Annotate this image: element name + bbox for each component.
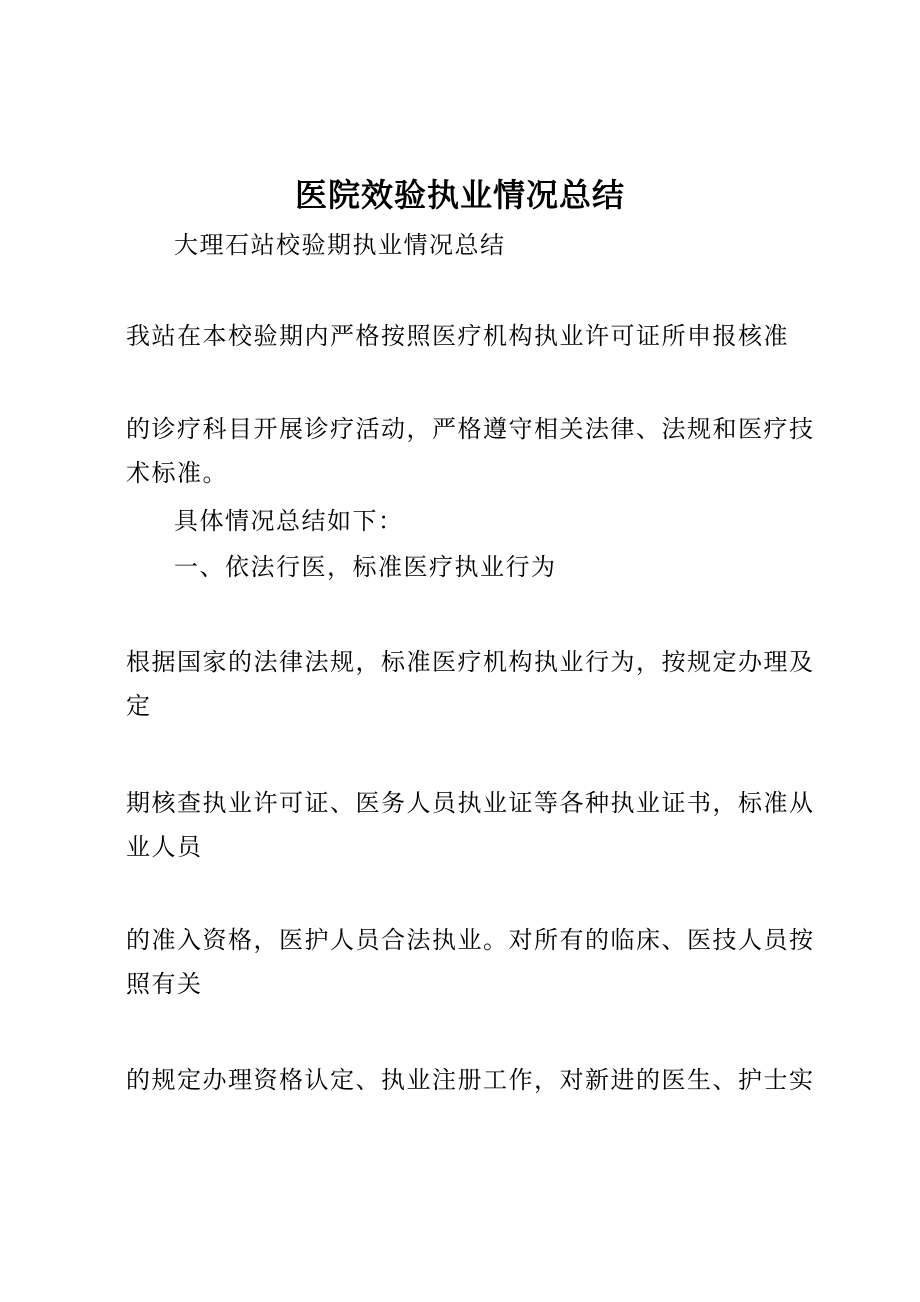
paragraph-line: 根据国家的法律法规，标准医疗机构执业行为，按规定办理及 <box>126 648 815 676</box>
paragraph-line: 具体情况总结如下： <box>174 507 404 535</box>
subtitle-line: 大理石站校验期执业情况总结 <box>174 231 506 259</box>
section-heading: 一、依法行医，标准医疗执业行为 <box>174 553 557 581</box>
paragraph-line: 定 <box>126 692 152 720</box>
paragraph-line: 业人员 <box>126 833 203 861</box>
paragraph-line: 我站在本校验期内严格按照医疗机构执业许可证所申报核准 <box>126 322 789 350</box>
paragraph-line: 的准入资格，医护人员合法执业。对所有的临床、医技人员按 <box>126 926 815 954</box>
paragraph-line: 照有关 <box>126 970 203 998</box>
paragraph-line: 的诊疗科目开展诊疗活动，严格遵守相关法律、法规和医疗技 <box>126 415 815 443</box>
document-title: 医院效验执业情况总结 <box>294 176 625 214</box>
paragraph-line: 期核查执业许可证、医务人员执业证等各种执业证书，标准从 <box>126 789 815 817</box>
paragraph-line: 术标准。 <box>126 459 228 487</box>
paragraph-line: 的规定办理资格认定、执业注册工作，对新进的医生、护士实 <box>126 1066 815 1094</box>
